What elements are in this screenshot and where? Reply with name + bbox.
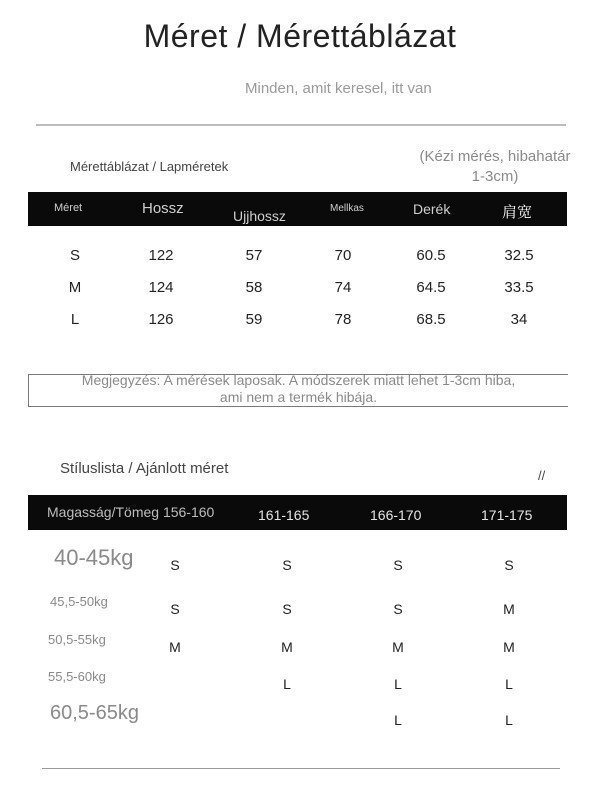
header-161-165: 161-165: [258, 507, 310, 523]
size-table-cell: 70: [334, 247, 352, 264]
measurement-note-line1: (Kézi mérés, hibahatár: [419, 148, 571, 165]
weight-label: 40-45kg: [54, 545, 134, 570]
size-table-cell: 32.5: [504, 247, 534, 264]
top-divider: [36, 124, 566, 126]
recommended-size-cell: S: [170, 601, 180, 617]
header-166-170: 166-170: [370, 507, 422, 523]
size-table-header: [28, 192, 567, 226]
measurement-note: [405, 147, 585, 187]
recommended-size-cell: M: [281, 639, 293, 655]
size-table-cell: 33.5: [504, 279, 534, 296]
header-shoulder: 肩宽: [502, 204, 533, 221]
recommended-size-cell: M: [503, 601, 515, 617]
recommended-size-cell: L: [394, 676, 402, 692]
recommended-size-cell: M: [392, 639, 404, 655]
recommended-size-cell: S: [504, 557, 514, 573]
header-171-175: 171-175: [481, 507, 533, 523]
weight-label: 60,5-65kg: [50, 702, 139, 724]
measurement-note-line2: 1-3cm): [471, 168, 519, 185]
decorative-mark: //: [538, 468, 546, 483]
weight-label: 50,5-55kg: [48, 632, 106, 647]
header-length: Hossz: [142, 200, 184, 217]
recommended-size-cell: L: [283, 676, 291, 692]
page-subtitle: Minden, amit keresel, itt van: [245, 80, 432, 97]
recommended-size-cell: S: [282, 601, 292, 617]
note-line2: ami nem a termék hibája.: [219, 389, 378, 405]
note-line1: Megjegyzés: A mérések laposak. A módszerek miatt lehet 1-3cm hiba,: [81, 372, 516, 388]
size-table-cell: 122: [148, 247, 174, 264]
recommended-size-cell: S: [393, 557, 403, 573]
size-table-cell: 68.5: [416, 311, 446, 328]
recommended-size-cell: L: [505, 676, 513, 692]
size-table-cell: 60.5: [416, 247, 446, 264]
page-title: Méret / Mérettáblázat: [143, 18, 457, 54]
recommended-size-cell: L: [394, 712, 402, 728]
weight-label: 55,5-60kg: [48, 669, 106, 684]
bottom-divider: [42, 768, 560, 769]
recommended-size-cell: M: [503, 639, 515, 655]
size-table-cell: 34: [510, 311, 528, 328]
size-table-cell: 59: [245, 311, 263, 328]
size-table-cell: 74: [334, 279, 352, 296]
size-table-cell: 126: [148, 311, 174, 328]
size-table-cell: L: [70, 311, 80, 328]
recommended-size-cell: M: [169, 639, 181, 655]
header-height-weight: Magasság/Tömeg 156-160: [47, 504, 215, 520]
recommended-size-cell: S: [393, 601, 403, 617]
size-table-cell: S: [69, 247, 80, 264]
size-table-cell: 58: [245, 279, 263, 296]
header-sleeve: Ujjhossz: [233, 208, 286, 224]
size-table-cell: 64.5: [416, 279, 446, 296]
weight-label: 45,5-50kg: [50, 594, 108, 609]
header-waist: Derék: [413, 201, 451, 217]
size-table-label: Mérettáblázat / Lapméretek: [70, 159, 229, 174]
recommended-size-cell: S: [170, 557, 180, 573]
recommended-size-cell: S: [282, 557, 292, 573]
size-table-cell: 78: [334, 311, 352, 328]
style-table-header: [28, 495, 567, 530]
size-table-cell: 124: [148, 279, 174, 296]
note-box: [28, 374, 568, 407]
recommended-size-cell: L: [505, 712, 513, 728]
size-table-cell: M: [68, 279, 82, 296]
header-chest: Mellkas: [330, 203, 364, 214]
header-size: Méret: [54, 202, 83, 214]
size-table-cell: 57: [245, 247, 263, 264]
style-table-label: Stíluslista / Ajánlott méret: [60, 460, 229, 477]
